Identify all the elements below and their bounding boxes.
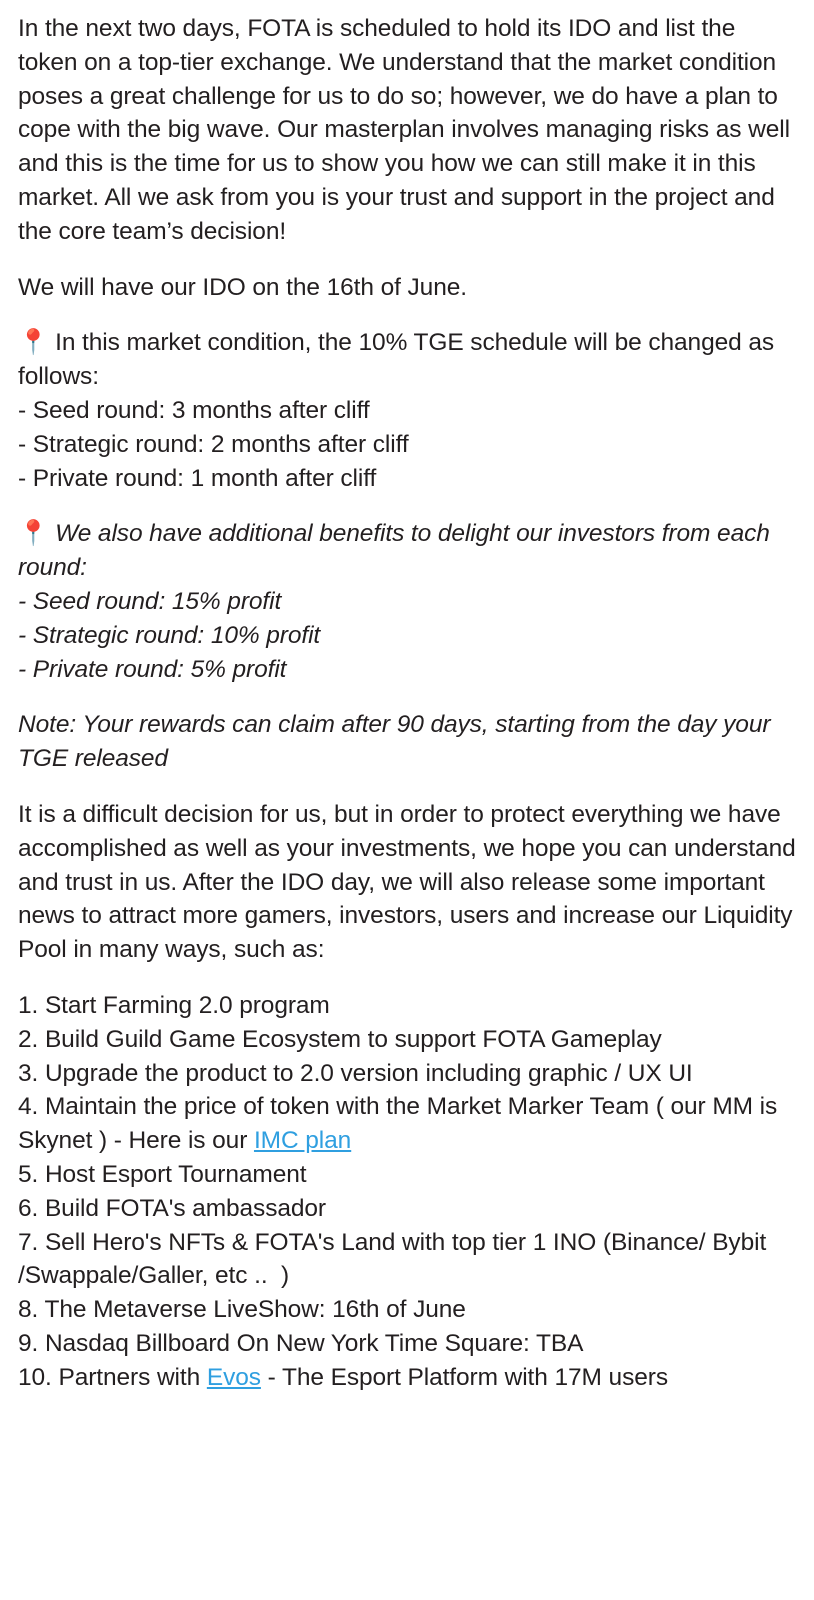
benefits-heading-text: We also have additional benefits to delight our investors from each round: xyxy=(18,520,777,582)
intro-paragraph: In the next two days, FOTA is scheduled to hold its IDO and list the token on a top-tier exchange. We understand that the market condition poses a great challenge for us to do so; however, we do have a plan to cope with the big wave. Our masterplan involves managing risks as well and this is the time for us to show you how we can still make it in this market. All we ask from you is your trust and support in the project and the core team’s decision! xyxy=(18,15,790,245)
evos-link[interactable]: Evos xyxy=(206,1363,261,1391)
list-item: 8. The Metaverse LiveShow: 16th of June xyxy=(18,1296,466,1324)
list-item: 7. Sell Hero's NFTs & FOTA's Land with top tier 1 INO (Binance/ Bybit /Swappale/Galler, etc .. ) xyxy=(18,1228,773,1290)
list-item: 5. Host Esport Tournament xyxy=(18,1160,307,1188)
tge-item: - Seed round: 3 months after cliff xyxy=(18,396,370,424)
pin-icon: 📍 xyxy=(18,520,49,548)
list-item: 2. Build Guild Game Ecosystem to support FOTA Gameplay xyxy=(18,1025,662,1053)
tge-item: - Private round: 1 month after cliff xyxy=(18,464,377,492)
list-item: 3. Upgrade the product to 2.0 version including graphic / UX UI xyxy=(18,1059,693,1087)
benefits-item: - Seed round: 15% profit xyxy=(18,587,282,615)
list-item: 1. Start Farming 2.0 program xyxy=(18,991,330,1019)
tge-heading-line xyxy=(18,326,796,394)
list-item: 9. Nasdaq Billboard On New York Time Square: TBA xyxy=(18,1329,584,1357)
ido-date-line: We will have our IDO on the 16th of June. xyxy=(18,273,467,301)
list-item-text: 10. Partners with xyxy=(18,1363,207,1391)
tge-heading-text: In this market condition, the 10% TGE schedule will be changed as follows: xyxy=(18,329,781,391)
imc-plan-link[interactable]: IMC plan xyxy=(253,1127,352,1155)
list-item xyxy=(18,1090,796,1158)
tge-schedule-section xyxy=(18,326,796,495)
list-item-text: 4. Maintain the price of token with the Market Marker Team ( our MM is Skynet ) - Here is our xyxy=(18,1093,784,1155)
decision-paragraph: It is a difficult decision for us, but in order to protect everything we have accomplished as well as your investments, we hope you can understand and trust in us. After the IDO day, we will also release some important news to attract more gamers, investors, users and increase our Liquidity Pool in many ways, such as: xyxy=(18,800,796,964)
tge-item: - Strategic round: 2 months after cliff xyxy=(18,430,409,458)
benefits-section xyxy=(18,517,796,686)
benefits-item: - Strategic round: 10% profit xyxy=(18,621,321,649)
rewards-note: Note: Your rewards can claim after 90 days, starting from the day your TGE released xyxy=(18,711,771,773)
list-item-text-after: - The Esport Platform with 17M users xyxy=(260,1363,668,1391)
list-item: 6. Build FOTA's ambassador xyxy=(18,1194,326,1222)
list-item xyxy=(18,1361,796,1395)
benefits-heading-line xyxy=(18,517,796,585)
roadmap-list xyxy=(18,989,796,1395)
benefits-item: - Private round: 5% profit xyxy=(18,655,287,683)
pin-icon: 📍 xyxy=(18,329,49,357)
